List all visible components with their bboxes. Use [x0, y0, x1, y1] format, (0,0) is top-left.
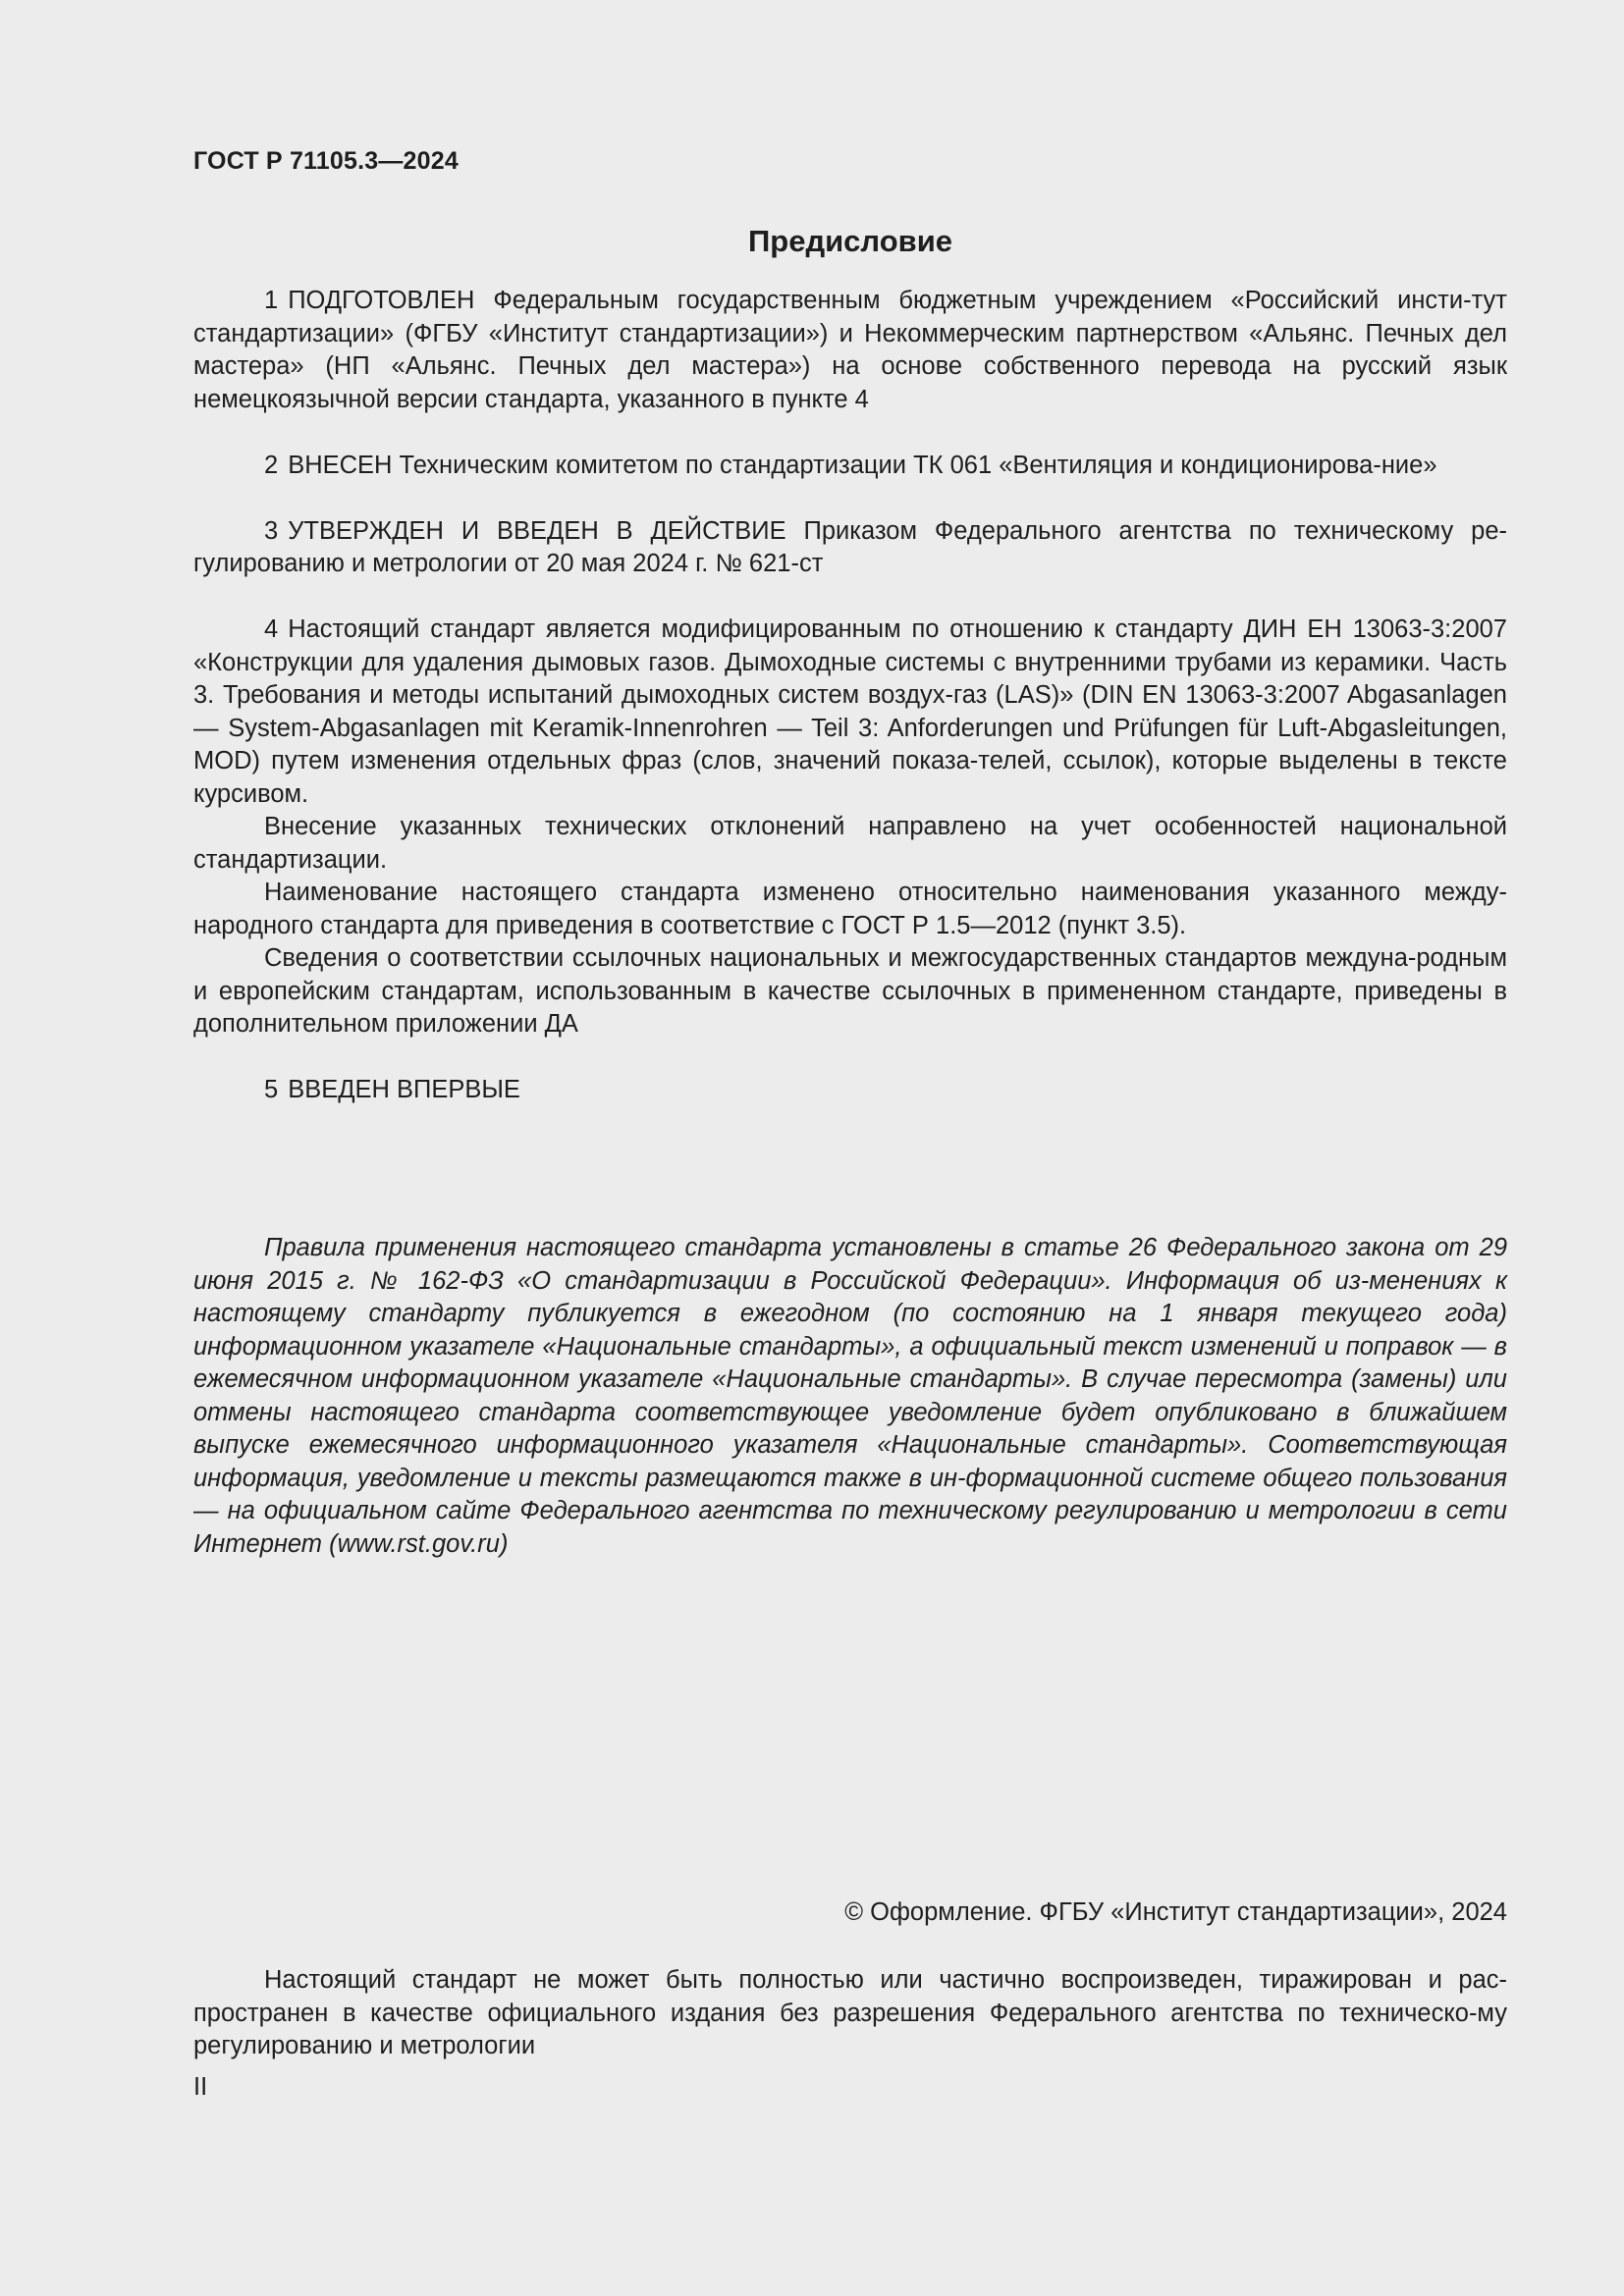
reproduction-notice — [193, 1964, 1507, 2063]
preface-body — [193, 285, 1507, 1107]
item-text: УТВЕРЖДЕН И ВВЕДЕН В ДЕЙСТВИЕ Приказом Федерального агентства по техническому ре-гулированию и метрологии от 20 мая 2024 г. № 621-ст — [193, 516, 1507, 577]
copyright-line: © Оформление. ФГБУ «Институт стандартизации», 2024 — [844, 1898, 1507, 1926]
preface-item-4-paragraph: Внесение указанных технических отклонений направлено на учет особенностей национальной стандартизации. — [193, 813, 1507, 874]
item-number: 5 — [264, 1076, 279, 1103]
item-text: ПОДГОТОВЛЕН Федеральным государственным бюджетным учреждением «Российский инсти-тут стандартизации» (ФГБУ «Институт стандартизации») и Некоммерческим партнерством «Альянс. Печных дел мастера» (НП «Альянс. Печных дел мастера») на основе собственного перевода на русский язык немецкоязычной версии стандарта, указанного в пункте 4 — [193, 287, 1507, 413]
preface-item-4-paragraph: Сведения о соответствии ссылочных национальных и межгосударственных стандартов междуна-родным и европейским стандартам, использованным в качестве ссылочных в примененном стандарте, приведены в дополнительном приложении ДА — [193, 944, 1507, 1038]
preface-item-5 — [193, 1074, 1507, 1107]
preface-item-3 — [193, 515, 1507, 581]
preface-item-2 — [193, 450, 1507, 483]
rules-notice — [193, 1232, 1507, 1561]
preface-item-4-paragraph: Наименование настоящего стандарта изменено относительно наименования указанного между-народного стандарта для приведения в соответствие с ГОСТ Р 1.5—2012 (пункт 3.5). — [193, 879, 1507, 939]
item-number: 4 — [264, 615, 279, 643]
item-number: 2 — [264, 451, 279, 479]
item-number: 1 — [264, 287, 279, 314]
item-number: 3 — [264, 516, 279, 545]
item-text: ВНЕСЕН Техническим комитетом по стандартизации ТК 061 «Вентиляция и кондиционирова-ние» — [288, 451, 1437, 479]
document-code: ГОСТ Р 71105.3—2024 — [193, 147, 459, 175]
preface-item-1 — [193, 285, 1507, 416]
rules-notice-text: Правила применения настоящего стандарта установлены в статье 26 Федерального закона от 29 июня 2015 г. № 162-ФЗ «О стандартизации в Российской Федерации». Информация об из-менениях к настоящему стандарту публикуется в ежегодном (по состоянию на 1 января текущего года) информационном указателе «Национальные стандарты», а официальный текст изменений и поправок — в ежемесячном информационном указателе «Национальные стандарты». В случае пересмотра (замены) или отмены настоящего стандарта соответствующее уведомление будет опубликовано в ближайшем выпуске ежемесячного информационного указателя «Национальные стандарты». Соответствующая информация, уведомление и тексты размещаются также в ин-формационной системе общего пользования — на официальном сайте Федерального агентства по техническому регулированию и метрологии в сети Интернет (www.rst.gov.ru) — [193, 1234, 1507, 1558]
reproduction-notice-text: Настоящий стандарт не может быть полностью или частично воспроизведен, тиражирован и рас-пространен в качестве официального издания без разрешения Федерального агентства по техническо-му регулированию и метрологии — [193, 1966, 1507, 2059]
item-text: Настоящий стандарт является модифицированным по отношению к стандарту ДИН ЕН 13063-3:2007 «Конструкции для удаления дымовых газов. Дымоходные системы с внутренними трубами из керамики. Часть 3. Требования и методы испытаний дымоходных систем воздух-газ (LAS)» (DIN EN 13063-3:2007 Abgasanlagen — System-Abgasanlagen mit Keramik-Innenrohren — Teil 3: Anforderungen und Prüfungen für Luft-Abgasleitungen, MOD) путем изменения отдельных фраз (слов, значений показа-телей, ссылок), которые выделены в тексте курсивом. — [193, 615, 1507, 808]
preface-title: Предисловие — [747, 224, 952, 258]
item-text: ВВЕДЕН ВПЕРВЫЕ — [288, 1076, 520, 1103]
page-number: II — [193, 2073, 208, 2101]
preface-item-4 — [193, 614, 1507, 811]
